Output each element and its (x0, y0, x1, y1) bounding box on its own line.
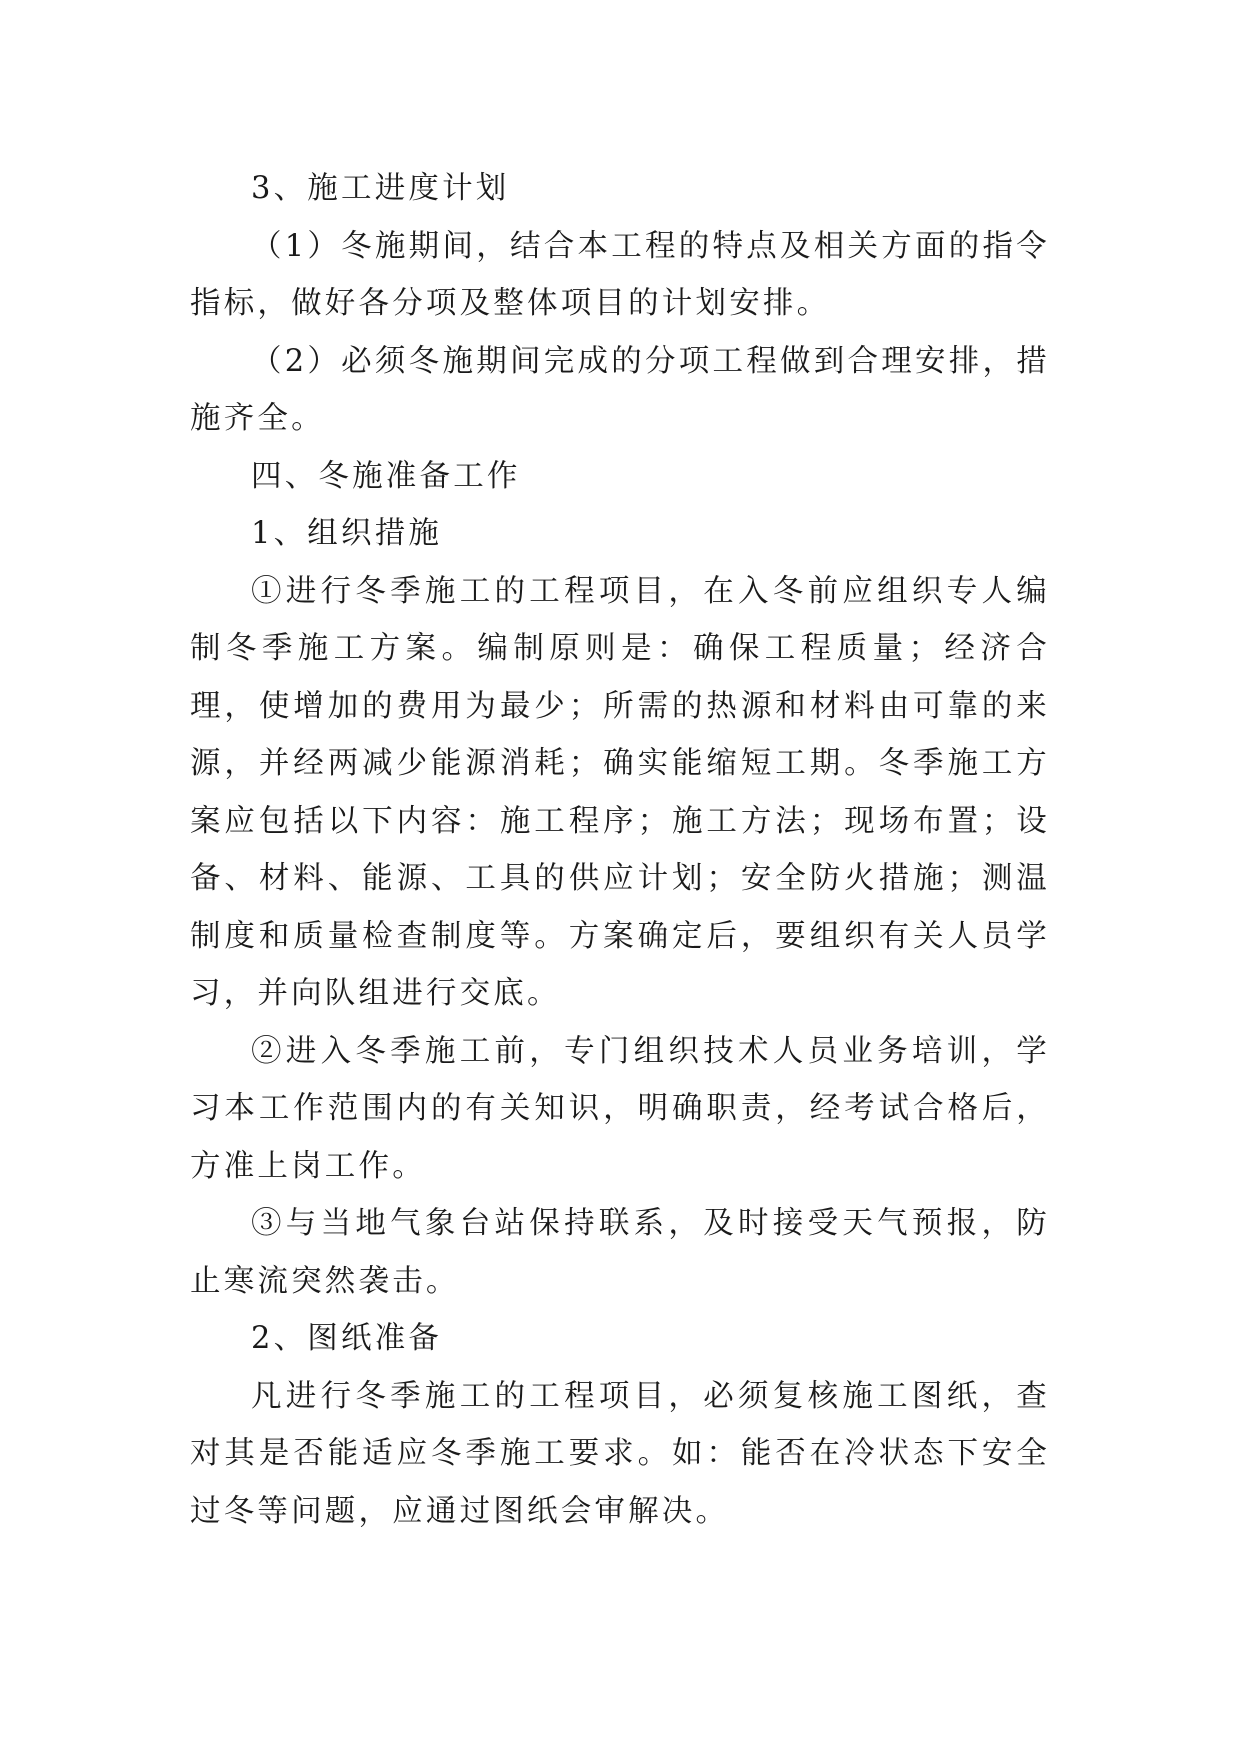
subsection-heading-organization: 1、组织措施 (251, 516, 443, 551)
paragraph-schedule-item-2: （2）必须冬施期间完成的分项工程做到合理安排，措施齐全。 (190, 343, 1050, 436)
section-heading-preparation: 四、冬施准备工作 (251, 458, 521, 494)
section-heading-schedule: 3、施工进度计划 (251, 171, 510, 206)
document-body (190, 160, 1050, 1540)
subsection-heading-drawings: 2、图纸准备 (251, 1321, 443, 1356)
paragraph-drawings: 凡进行冬季施工的工程项目，必须复核施工图纸，查对其是否能适应冬季施工要求。如：能否在冷状态下安全过冬等问题，应通过图纸会审解决。 (190, 1378, 1050, 1529)
paragraph-organization-item-1: ①进行冬季施工的工程项目，在入冬前应组织专人编制冬季施工方案。编制原则是：确保工程质量；经济合理，使增加的费用为最少；所需的热源和材料由可靠的来源，并经两减少能源消耗；确实能缩短工期。冬季施工方案应包括以下内容：施工程序；施工方法；现场布置；设备、材料、能源、工具的供应计划；安全防火措施；测温制度和质量检查制度等。方案确定后，要组织有关人员学习，并向队组进行交底。 (190, 573, 1050, 1011)
paragraph-schedule-item-1: （1）冬施期间，结合本工程的特点及相关方面的指令指标，做好各分项及整体项目的计划安排。 (190, 228, 1050, 321)
paragraph-organization-item-2: ②进入冬季施工前，专门组织技术人员业务培训，学习本工作范围内的有关知识，明确职责，经考试合格后，方准上岗工作。 (190, 1033, 1050, 1184)
paragraph-organization-item-3: ③与当地气象台站保持联系，及时接受天气预报，防止寒流突然袭击。 (190, 1206, 1050, 1299)
